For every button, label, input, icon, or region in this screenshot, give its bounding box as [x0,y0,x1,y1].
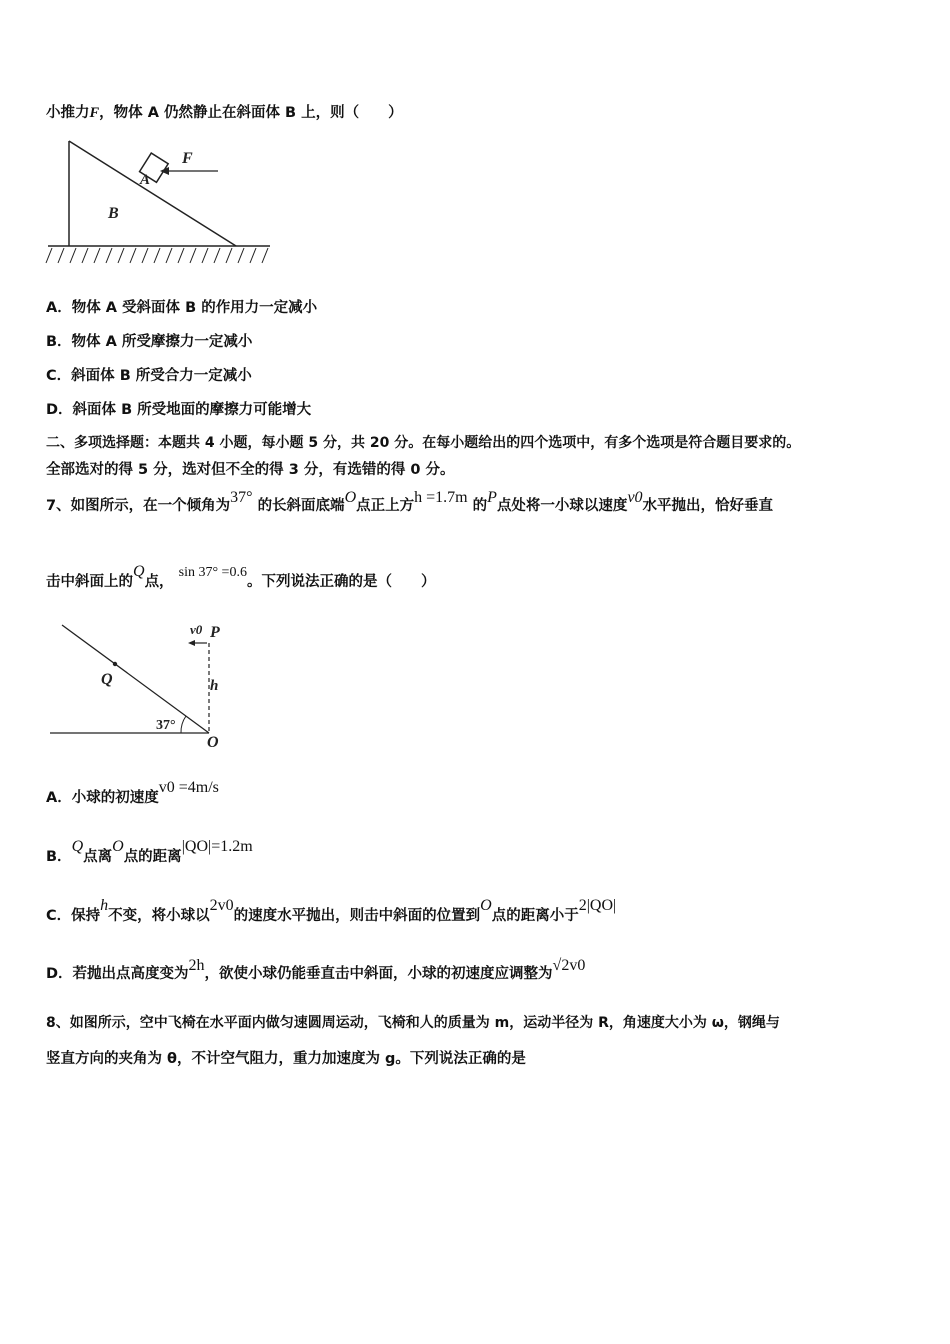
point-q [113,662,117,666]
label-angle: 37° [156,718,176,733]
q7-option-b: B．Q点离O点的距离|QO|=1.2m [46,838,253,865]
q6-option-d: D．斜面体 B 所受地面的摩擦力可能增大 [46,402,312,418]
label-v0: v0 [190,622,203,637]
q6-option-c: C．斜面体 B 所受合力一定减小 [46,368,252,384]
q6-option-a: A．物体 A 受斜面体 B 的作用力一定减小 [46,300,318,316]
q6-tail-line: 小推力F，物体 A 仍然静止在斜面体 B 上，则（ ） [46,105,403,121]
label-b: B [108,205,119,222]
q7-option-a: A．小球的初速度v0 =4m/s [46,779,219,806]
q7-option-c: C．保持h不变，将小球以2v0的速度水平抛出，则击中斜面的位置到O点的距离小于2|QO| [46,897,617,924]
label-q: Q [101,671,113,688]
angle-arc [181,716,186,733]
section-2-heading: 二、多项选择题：本题共 4 小题，每小题 5 分，共 20 分。在每小题给出的四个选项中，有多个选项是符合题目要求的。 [46,435,801,451]
label-p: P [210,624,220,641]
projectile-figure [44,615,234,755]
q7-stem-line1: 7、如图所示，在一个倾角为37° 的长斜面底端O点正上方h =1.7m 的P点处将一小球以速度v0水平抛出，恰好垂直 [46,489,774,514]
incline-figure [40,135,280,270]
v0-arrowhead [188,640,195,646]
q6-option-b: B．物体 A 所受摩擦力一定减小 [46,334,253,350]
slope-line [62,625,209,733]
ground-hatching [46,248,268,263]
q7-option-d: D．若抛出点高度变为2h，欲使小球仍能垂直击中斜面，小球的初速度应调整为√2v0 [46,957,586,982]
q8-stem-line2: 竖直方向的夹角为 θ，不计空气阻力，重力加速度为 g。下列说法正确的是 [46,1051,526,1067]
q7-stem-line2: 击中斜面上的Q点， sin 37° =0.6。下列说法正确的是（ ） [46,563,436,590]
q8-stem-line1: 8、如图所示，空中飞椅在水平面内做匀速圆周运动，飞椅和人的质量为 m，运动半径为 R，角速度大小为 ω，钢绳与 [46,1015,780,1031]
label-a: A [140,172,151,188]
section-2-scoring: 全部选对的得 5 分，选对但不全的得 3 分，有选错的得 0 分。 [46,462,455,478]
label-h: h [210,678,219,694]
label-f: F [182,150,193,167]
label-o: O [207,734,219,751]
